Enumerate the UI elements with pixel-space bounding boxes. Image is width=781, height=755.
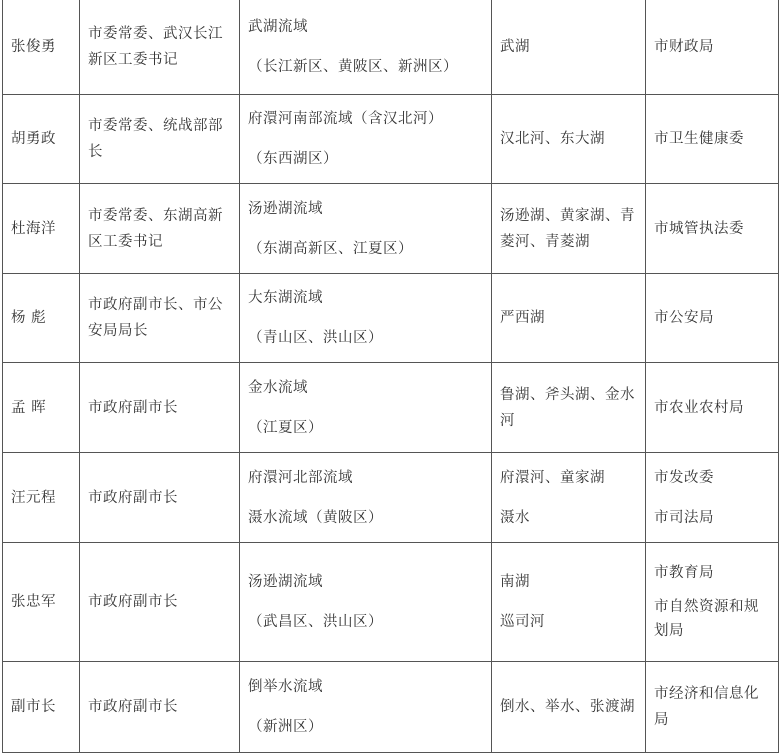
cell-position: 市委常委、武汉长江 新区工委书记 (80, 0, 240, 95)
table-row (3, 0, 779, 95)
cell-waters: 汉北河、东大湖 (492, 95, 646, 184)
cell-units: 市教育局 市自然资源和规 划局 (646, 543, 779, 662)
cell-waters: 鲁湖、斧头湖、金水 河 (492, 363, 646, 453)
cell-name: 汪元程 (3, 453, 80, 543)
cell-position: 市委常委、东湖高新 区工委书记 (80, 184, 240, 274)
cell-waters: 南湖 巡司河 (492, 543, 646, 662)
table-row (3, 274, 779, 363)
cell-basin: 汤逊湖流域 （武昌区、洪山区） (240, 543, 492, 662)
cell-position: 市政府副市长 (80, 453, 240, 543)
cell-name: 杜海洋 (3, 184, 80, 274)
cell-basin: 大东湖流域 （青山区、洪山区） (240, 274, 492, 363)
cell-name: 张俊勇 (3, 0, 80, 95)
table-row (3, 453, 779, 543)
cell-position: 市政府副市长、市公 安局局长 (80, 274, 240, 363)
cell-basin: 金水流域 （江夏区） (240, 363, 492, 453)
cell-name: 孟 晖 (3, 363, 80, 453)
cell-units: 市经济和信息化 局 (646, 662, 779, 753)
cell-waters: 武湖 (492, 0, 646, 95)
cell-units: 市公安局 (646, 274, 779, 363)
cell-position: 市委常委、统战部部 长 (80, 95, 240, 184)
cell-position: 市政府副市长 (80, 543, 240, 662)
cell-waters: 府澴河、童家湖 滠水 (492, 453, 646, 543)
cell-units: 市发改委 市司法局 (646, 453, 779, 543)
cell-name: 副市长 (3, 662, 80, 753)
cell-position: 市政府副市长 (80, 363, 240, 453)
table-row (3, 95, 779, 184)
river-chief-table (2, 0, 779, 753)
cell-position: 市政府副市长 (80, 662, 240, 753)
cell-name: 杨 彪 (3, 274, 80, 363)
cell-units: 市农业农村局 (646, 363, 779, 453)
table-row (3, 363, 779, 453)
cell-basin: 汤逊湖流域 （东湖高新区、江夏区） (240, 184, 492, 274)
cell-units: 市城管执法委 (646, 184, 779, 274)
cell-waters: 严西湖 (492, 274, 646, 363)
cell-name: 张忠军 (3, 543, 80, 662)
cell-waters: 汤逊湖、黄家湖、青 菱河、青菱湖 (492, 184, 646, 274)
cell-name: 胡勇政 (3, 95, 80, 184)
cell-units: 市财政局 (646, 0, 779, 95)
cell-basin: 府澴河南部流域（含汉北河） （东西湖区） (240, 95, 492, 184)
cell-basin: 府澴河北部流域 滠水流域（黄陂区） (240, 453, 492, 543)
cell-units: 市卫生健康委 (646, 95, 779, 184)
table-row (3, 662, 779, 753)
table-row (3, 184, 779, 274)
cell-basin: 武湖流域 （长江新区、黄陂区、新洲区） (240, 0, 492, 95)
table-row (3, 543, 779, 662)
cell-basin: 倒举水流域 （新洲区） (240, 662, 492, 753)
cell-waters: 倒水、举水、张渡湖 (492, 662, 646, 753)
